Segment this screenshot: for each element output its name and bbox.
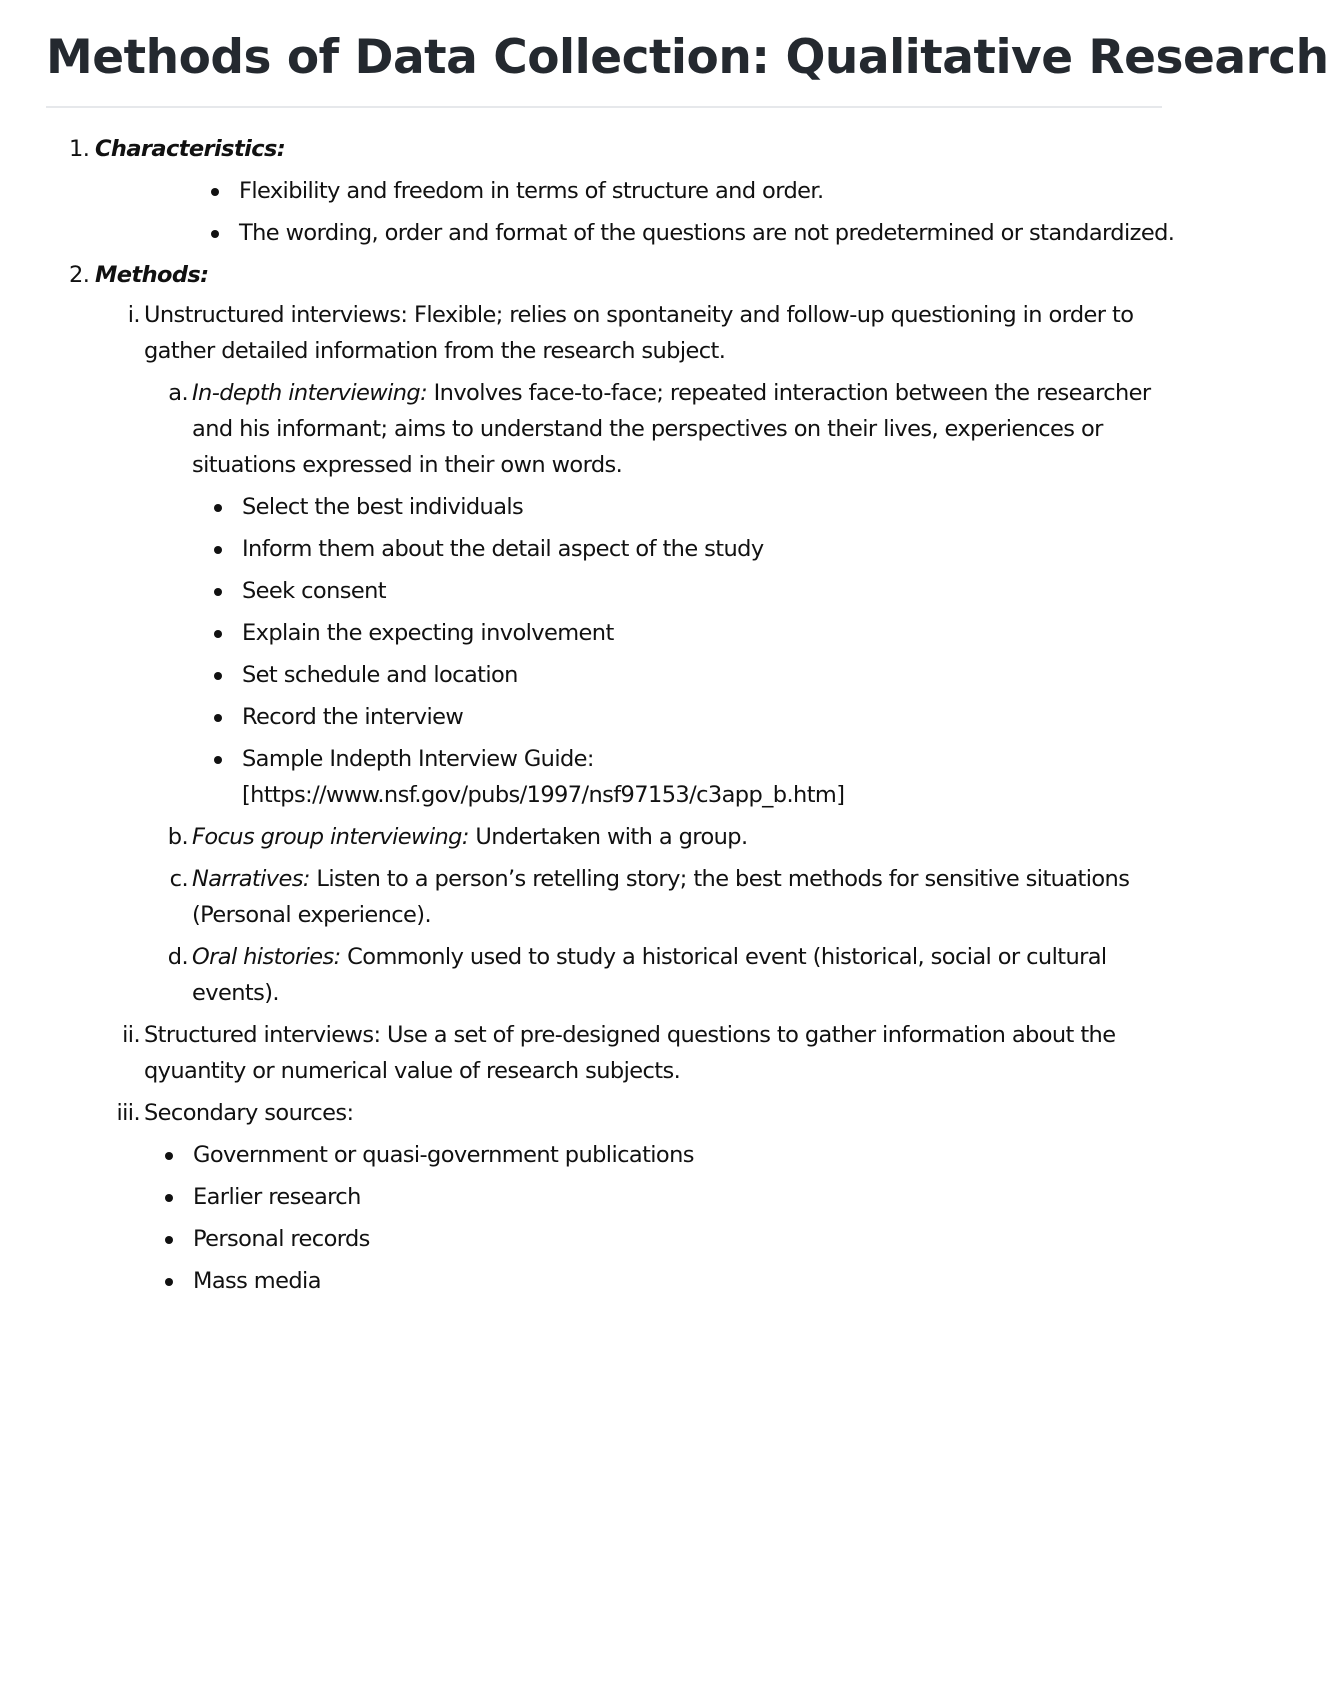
section-heading: Characteristics:: [95, 136, 286, 162]
list-item: Personal records: [0, 1221, 1200, 1257]
list-item: Set schedule and location: [0, 657, 1200, 693]
list-item: Flexibility and freedom in terms of structure and order.: [95, 173, 1200, 209]
subtype-marker: b.: [167, 824, 188, 850]
list-item: Mass media: [0, 1263, 1200, 1299]
subtype-label: Oral histories:: [192, 944, 341, 970]
page-title: Methods of Data Collection: Qualitative Research: [46, 30, 1329, 85]
method-text: Flexible; relies on spontaneity and follow-up questioning in order to gather detailed information from the research subject.: [144, 302, 1134, 364]
method-description: [144, 297, 1200, 369]
list-item: Sample Indepth Interview Guide: [https://www.nsf.gov/pubs/1997/nsf97153/c3app_b.htm]: [0, 741, 1200, 813]
subtype-marker: a.: [168, 380, 188, 406]
method-label: Structured interviews:: [144, 1022, 381, 1048]
list-item: Inform them about the detail aspect of the study: [0, 531, 1200, 567]
subtype-text: Involves face-to-face; repeated interaction between the researcher and his informant; aims to understand the perspectives on their lives, experiences or situations expressed in their own words.: [192, 380, 1151, 478]
section-number: 1.: [69, 136, 90, 162]
section-characteristics: [0, 131, 1200, 251]
secondary-sources-list: [0, 1137, 1200, 1299]
subtype-in-depth: [0, 375, 1200, 483]
subtype-marker: c.: [169, 866, 188, 892]
document-body: [0, 131, 1200, 1299]
method-description: [144, 1017, 1200, 1089]
method-secondary: [0, 1095, 1200, 1131]
method-label: Secondary sources:: [144, 1100, 354, 1126]
list-item: Government or quasi-government publications: [0, 1137, 1200, 1173]
subtype-marker: d.: [167, 944, 188, 970]
in-depth-steps: [0, 489, 1200, 813]
subtype-focus-group: [0, 819, 1200, 855]
methods-list: [0, 297, 1200, 369]
list-item: Seek consent: [0, 573, 1200, 609]
subtype-text: Commonly used to study a historical event (historical, social or cultural events).: [192, 944, 1107, 1006]
method-text: Use a set of pre-designed questions to gather information about the qyuantity or numerical value of research subjects.: [144, 1022, 1116, 1084]
unstructured-subtypes-continued: [0, 819, 1200, 1011]
method-marker: ii.: [122, 1022, 140, 1048]
unstructured-subtypes: [0, 375, 1200, 483]
list-item: Record the interview: [0, 699, 1200, 735]
subtype-label: Narratives:: [192, 866, 310, 892]
subtype-label: In-depth interviewing:: [192, 380, 428, 406]
section-heading: Methods:: [95, 262, 209, 288]
characteristics-list: [95, 173, 1200, 251]
subtype-oral-histories: [0, 939, 1200, 1011]
method-marker: i.: [127, 302, 140, 328]
method-structured: [0, 1017, 1200, 1089]
section-methods: [0, 257, 1200, 293]
subtype-text: Listen to a person’s retelling story; the best methods for sensitive situations (Personal experience).: [192, 866, 1130, 928]
section-number: 2.: [69, 262, 90, 288]
method-label: Unstructured interviews:: [144, 302, 408, 328]
subtype-text: Undertaken with a group.: [468, 824, 748, 850]
list-item: Select the best individuals: [0, 489, 1200, 525]
list-item: Earlier research: [0, 1179, 1200, 1215]
subtype-narratives: [0, 861, 1200, 933]
top-level-list: [0, 131, 1200, 293]
title-divider: [46, 106, 1162, 108]
method-marker: iii.: [116, 1100, 140, 1126]
subtype-label: Focus group interviewing:: [192, 824, 469, 850]
method-unstructured: [0, 297, 1200, 369]
methods-list-continued: [0, 1017, 1200, 1131]
list-item: The wording, order and format of the questions are not predetermined or standardized.: [95, 215, 1200, 251]
list-item: Explain the expecting involvement: [0, 615, 1200, 651]
